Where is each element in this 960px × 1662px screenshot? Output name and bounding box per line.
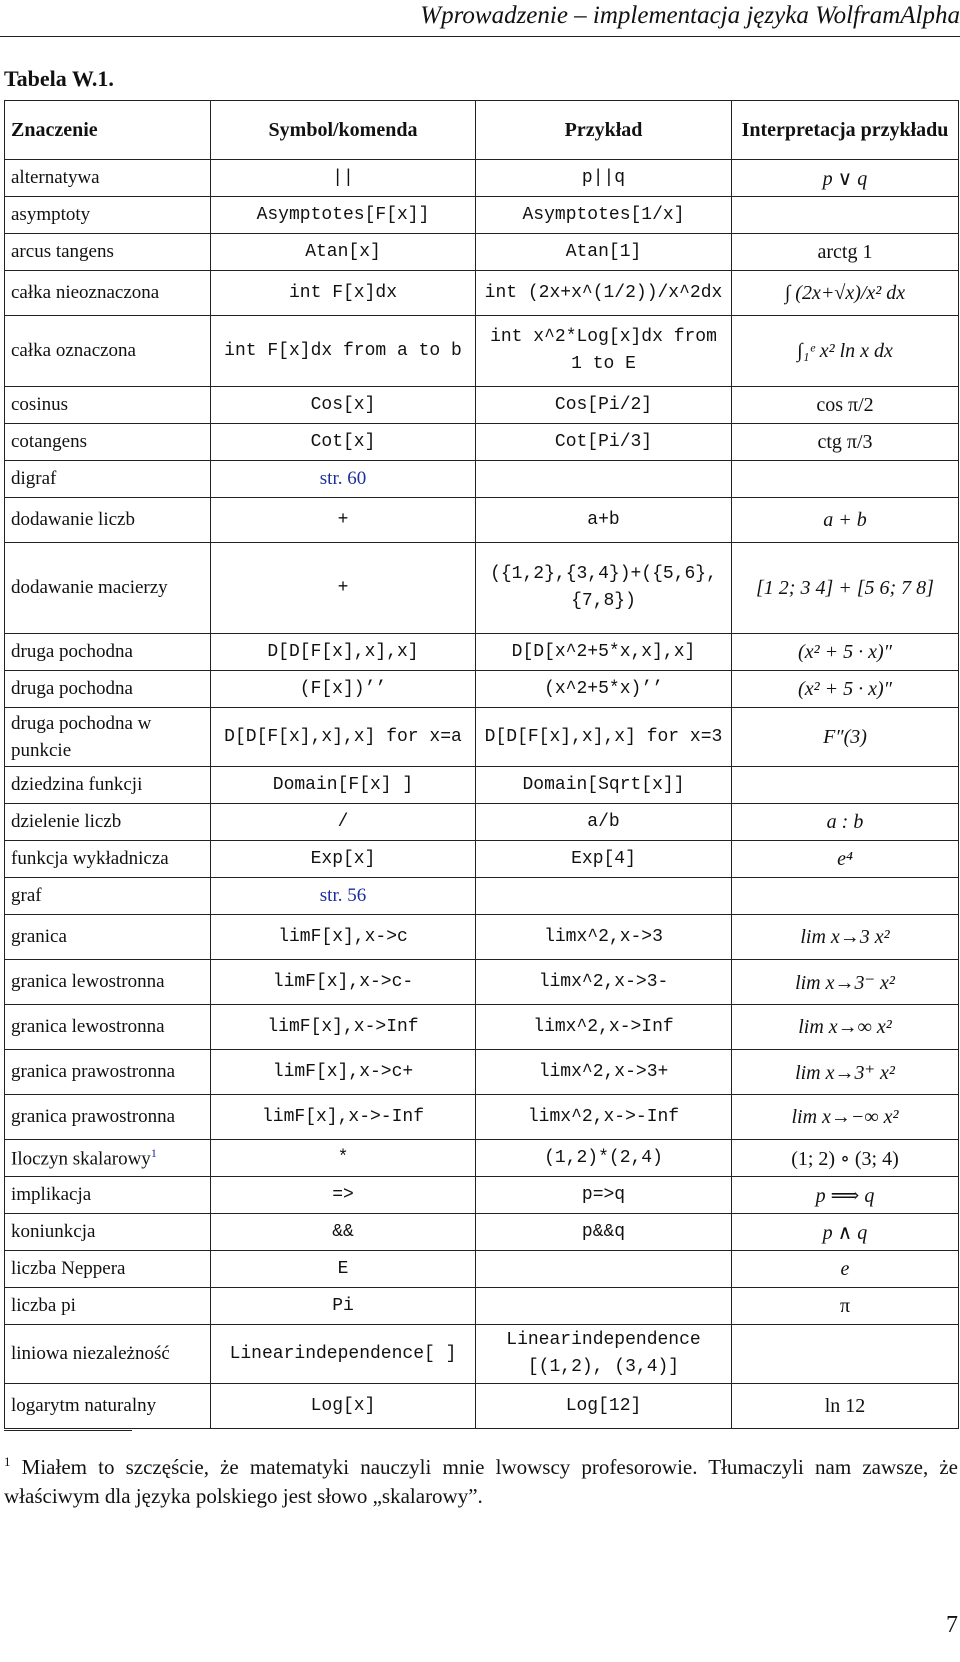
cell-example: p&&q [476, 1214, 732, 1251]
cell-example: (x^2+5*x)’’ [476, 671, 732, 708]
cell-symbol: Atan[x] [211, 234, 476, 271]
table-row [5, 234, 959, 271]
cell-interpretation: (x² + 5 · x)″ [732, 634, 959, 671]
cell-meaning [5, 1140, 211, 1177]
cell-symbol: Asymptotes[F[x]] [211, 197, 476, 234]
cell-meaning: liczba pi [5, 1288, 211, 1325]
table-row [5, 1214, 959, 1251]
cell-example: p=>q [476, 1177, 732, 1214]
cell-meaning: dodawanie liczb [5, 498, 211, 543]
cell-meaning: całka oznaczona [5, 316, 211, 387]
cell-meaning: funkcja wykładnicza [5, 841, 211, 878]
running-header [0, 0, 960, 37]
table-row [5, 271, 959, 316]
cell-interpretation [732, 197, 959, 234]
table-row [5, 878, 959, 915]
cell-symbol: Domain[F[x] ] [211, 767, 476, 804]
cell-meaning: druga pochodna w punkcie [5, 708, 211, 767]
cell-interpretation: p ⟹ q [732, 1177, 959, 1214]
footnote-reference[interactable]: 1 [150, 1145, 157, 1160]
col-header-example: Przykład [476, 101, 732, 160]
cell-symbol: limF[x],x->-Inf [211, 1095, 476, 1140]
cell-symbol: => [211, 1177, 476, 1214]
table-row [5, 160, 959, 197]
cell-meaning: koniunkcja [5, 1214, 211, 1251]
cell-example: int (2x+x^(1/2))/x^2dx [476, 271, 732, 316]
cell-symbol: Exp[x] [211, 841, 476, 878]
cell-symbol: D[D[F[x],x],x] for x=a [211, 708, 476, 767]
table-row [5, 1050, 959, 1095]
cell-example: a+b [476, 498, 732, 543]
cell-symbol: (F[x])’’ [211, 671, 476, 708]
cell-example: Atan[1] [476, 234, 732, 271]
cell-meaning: granica prawostronna [5, 1095, 211, 1140]
cell-interpretation: lim x→3⁻ x² [732, 960, 959, 1005]
cell-symbol: Cos[x] [211, 387, 476, 424]
cell-symbol: + [211, 498, 476, 543]
cell-interpretation: lim x→3 x² [732, 915, 959, 960]
table-row [5, 708, 959, 767]
cell-meaning: cotangens [5, 424, 211, 461]
cell-meaning: dzielenie liczb [5, 804, 211, 841]
cell-example: Asymptotes[1/x] [476, 197, 732, 234]
table-header-row [5, 101, 959, 160]
cell-interpretation: e [732, 1251, 959, 1288]
table-row [5, 767, 959, 804]
cell-example [476, 878, 732, 915]
cell-symbol: / [211, 804, 476, 841]
cell-meaning: liczba Neppera [5, 1251, 211, 1288]
cell-symbol: Log[x] [211, 1384, 476, 1429]
footnote-marker: 1 [4, 1454, 11, 1469]
table-row [5, 543, 959, 634]
cell-symbol: limF[x],x->c- [211, 960, 476, 1005]
cell-example: limx^2,x->Inf [476, 1005, 732, 1050]
cell-meaning: arcus tangens [5, 234, 211, 271]
cell-interpretation: cos π/2 [732, 387, 959, 424]
cell-meaning: druga pochodna [5, 671, 211, 708]
cell-symbol: int F[x]dx [211, 271, 476, 316]
cell-interpretation: e⁴ [732, 841, 959, 878]
cell-meaning: druga pochodna [5, 634, 211, 671]
cell-symbol: + [211, 543, 476, 634]
cell-interpretation [732, 767, 959, 804]
table-row [5, 960, 959, 1005]
cell-example: D[D[x^2+5*x,x],x] [476, 634, 732, 671]
cell-interpretation: a : b [732, 804, 959, 841]
cell-example: Linearindependence [(1,2), (3,4)] [476, 1325, 732, 1384]
table-row [5, 498, 959, 543]
cell-example [476, 461, 732, 498]
cell-symbol: int F[x]dx from a to b [211, 316, 476, 387]
cell-meaning: implikacja [5, 1177, 211, 1214]
table-row [5, 804, 959, 841]
cell-example: ({1,2},{3,4})+({5,6},{7,8}) [476, 543, 732, 634]
cell-symbol: E [211, 1251, 476, 1288]
col-header-interpretation: Interpretacja przykładu [732, 101, 959, 160]
page-number: 7 [946, 1612, 958, 1638]
cell-interpretation: lim x→3⁺ x² [732, 1050, 959, 1095]
cell-interpretation [732, 1325, 959, 1384]
cell-meaning: digraf [5, 461, 211, 498]
col-header-symbol: Symbol/komenda [211, 101, 476, 160]
cell-interpretation: a + b [732, 498, 959, 543]
cell-interpretation: π [732, 1288, 959, 1325]
cell-meaning: liniowa niezależność [5, 1325, 211, 1384]
cell-example: Exp[4] [476, 841, 732, 878]
cell-meaning: cosinus [5, 387, 211, 424]
cell-meaning: granica prawostronna [5, 1050, 211, 1095]
cell-symbol: D[D[F[x],x],x] [211, 634, 476, 671]
table-row [5, 1140, 959, 1177]
cell-interpretation: (x² + 5 · x)″ [732, 671, 959, 708]
cell-example: Domain[Sqrt[x]] [476, 767, 732, 804]
table-row [5, 1288, 959, 1325]
cell-interpretation: arctg 1 [732, 234, 959, 271]
cell-symbol: Linearindependence[ ] [211, 1325, 476, 1384]
cell-symbol: && [211, 1214, 476, 1251]
footnote [4, 1447, 958, 1511]
commands-table [4, 100, 959, 1429]
cell-page-reference[interactable]: str. 60 [211, 461, 476, 498]
table-title: Tabela W.1. [4, 66, 114, 91]
cell-example: Log[12] [476, 1384, 732, 1429]
cell-symbol: limF[x],x->c [211, 915, 476, 960]
cell-interpretation: p ∧ q [732, 1214, 959, 1251]
cell-meaning: logarytm naturalny [5, 1384, 211, 1429]
cell-example: Cos[Pi/2] [476, 387, 732, 424]
cell-example: limx^2,x->3+ [476, 1050, 732, 1095]
cell-meaning: dziedzina funkcji [5, 767, 211, 804]
cell-interpretation: F″(3) [732, 708, 959, 767]
cell-interpretation: ln 12 [732, 1384, 959, 1429]
table-row [5, 1095, 959, 1140]
cell-example [476, 1288, 732, 1325]
cell-interpretation: p ∨ q [732, 160, 959, 197]
header-title: Wprowadzenie – implementacja języka WolframAlpha [420, 2, 960, 29]
cell-interpretation: lim x→∞ x² [732, 1005, 959, 1050]
cell-meaning: granica lewostronna [5, 1005, 211, 1050]
cell-symbol: Pi [211, 1288, 476, 1325]
cell-meaning: całka nieoznaczona [5, 271, 211, 316]
cell-meaning: alternatywa [5, 160, 211, 197]
cell-symbol: Cot[x] [211, 424, 476, 461]
cell-example: int x^2*Log[x]dx from 1 to E [476, 316, 732, 387]
col-header-meaning: Znaczenie [5, 101, 211, 160]
table-row [5, 1384, 959, 1429]
cell-interpretation: ∫₁ᵉ x² ln x dx [732, 316, 959, 387]
cell-meaning: dodawanie macierzy [5, 543, 211, 634]
table-row [5, 1177, 959, 1214]
cell-symbol: limF[x],x->Inf [211, 1005, 476, 1050]
cell-page-reference[interactable]: str. 56 [211, 878, 476, 915]
table-row [5, 424, 959, 461]
cell-example: limx^2,x->3 [476, 915, 732, 960]
cell-example [476, 1251, 732, 1288]
cell-example: limx^2,x->3- [476, 960, 732, 1005]
table-row [5, 197, 959, 234]
cell-interpretation: ∫ (2x+√x)/x² dx [732, 271, 959, 316]
cell-example: limx^2,x->-Inf [476, 1095, 732, 1140]
cell-interpretation: lim x→−∞ x² [732, 1095, 959, 1140]
table-row [5, 671, 959, 708]
cell-symbol: limF[x],x->c+ [211, 1050, 476, 1095]
table-row [5, 1251, 959, 1288]
cell-example: p||q [476, 160, 732, 197]
footnote-text: Miałem to szczęście, że matematyki nauczyli mnie lwowscy profesorowie. Tłumaczyli nam zawsze, że właściwym dla języka polskiego jest słowo „skalarowy”. [4, 1455, 958, 1508]
cell-interpretation [732, 878, 959, 915]
cell-example: Cot[Pi/3] [476, 424, 732, 461]
cell-meaning: asymptoty [5, 197, 211, 234]
cell-meaning: granica [5, 915, 211, 960]
cell-symbol: * [211, 1140, 476, 1177]
cell-interpretation [732, 461, 959, 498]
table-row [5, 841, 959, 878]
cell-interpretation: ctg π/3 [732, 424, 959, 461]
cell-interpretation: (1; 2) ∘ (3; 4) [732, 1140, 959, 1177]
table-row [5, 1005, 959, 1050]
cell-meaning: graf [5, 878, 211, 915]
cell-interpretation: [1 2; 3 4] + [5 6; 7 8] [732, 543, 959, 634]
cell-example: a/b [476, 804, 732, 841]
cell-example: D[D[F[x],x],x] for x=3 [476, 708, 732, 767]
table-row [5, 316, 959, 387]
footnote-divider [4, 1430, 132, 1431]
table-row [5, 634, 959, 671]
cell-symbol: || [211, 160, 476, 197]
table-row [5, 1325, 959, 1384]
cell-meaning: granica lewostronna [5, 960, 211, 1005]
table-row [5, 915, 959, 960]
table-row [5, 387, 959, 424]
table-row [5, 461, 959, 498]
cell-meaning-text: Iloczyn skalarowy [11, 1148, 151, 1170]
cell-example: (1,2)*(2,4) [476, 1140, 732, 1177]
